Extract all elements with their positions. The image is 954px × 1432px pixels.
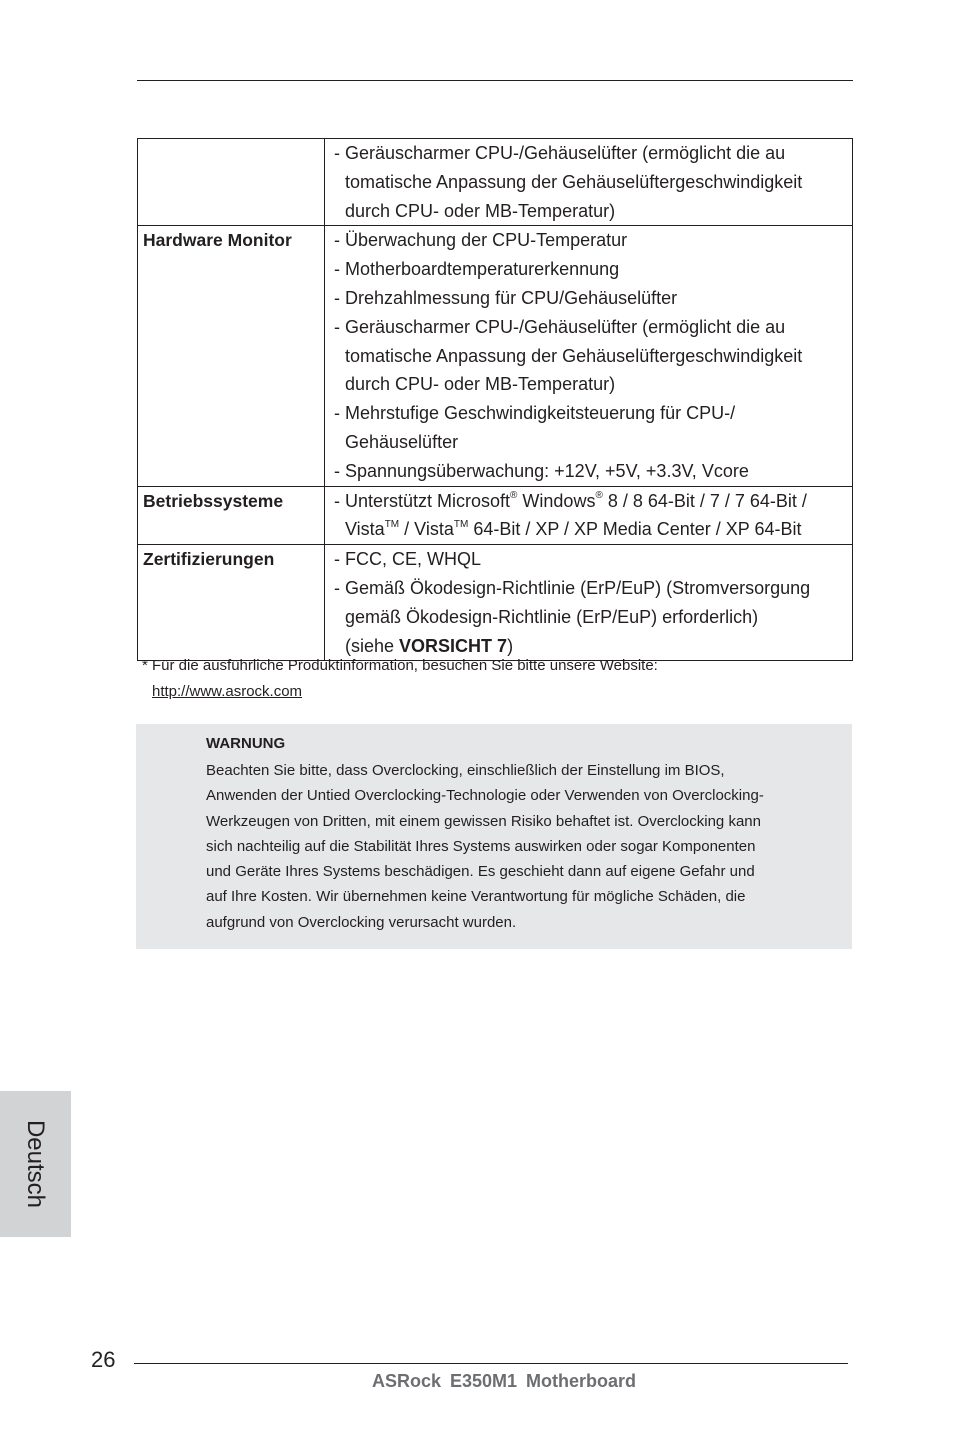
row-label: Hardware Monitor [138, 226, 325, 486]
top-rule [137, 80, 853, 81]
row-value [325, 139, 853, 226]
table-row [138, 486, 853, 545]
warning-body [206, 758, 846, 935]
warning-line: aufgrund von Overclocking verursacht wurden. [206, 913, 517, 931]
warning-line: sich nachteilig auf die Stabilität Ihres Systems auswirken oder sogar Komponenten [206, 837, 756, 855]
value-line: - Geräuscharmer CPU-/Gehäuselüfter (ermöglicht die au [334, 143, 786, 163]
caution-suffix: ) [507, 635, 514, 656]
table-row [138, 226, 853, 486]
os-text: 64-Bit / XP / XP Media Center / XP 64-Bit [468, 519, 802, 540]
value-line: tomatische Anpassung der Gehäuselüftergeschwindigkeit [345, 345, 803, 366]
value-line [334, 515, 846, 544]
value-line: - Spannungsüberwachung: +12V, +5V, +3.3V, Vcore [334, 460, 749, 481]
table-row [138, 545, 853, 661]
footnote-text: * Für die ausführliche Produktinformation, besuchen Sie bitte unsere Website: [142, 657, 658, 674]
value-line: durch CPU- oder MB-Temperatur) [345, 200, 616, 221]
warning-line: Beachten Sie bitte, dass Overclocking, einschließlich der Einstellung im BIOS, [206, 762, 725, 779]
value-line: Gehäuselüfter [345, 431, 459, 452]
row-value [325, 486, 853, 545]
row-value [325, 545, 853, 661]
website-link[interactable]: http://www.asrock.com [152, 683, 303, 700]
caution-reference: VORSICHT 7 [399, 635, 508, 656]
registered-mark: ® [510, 489, 518, 501]
value-line: - Überwachung der CPU-Temperatur [334, 230, 628, 251]
os-text: 8 / 8 64-Bit / 7 / 7 64-Bit / [602, 490, 807, 511]
value-line: - Gemäß Ökodesign-Richtlinie (ErP/EuP) (Stromversorgung [334, 577, 811, 598]
row-label: Betriebssysteme [138, 486, 325, 545]
value-line: - FCC, CE, WHQL [334, 549, 481, 570]
spec-table [137, 138, 853, 661]
warning-line: Anwenden der Untied Overclocking-Technologie oder Verwenden von Overclocking- [206, 787, 764, 805]
value-line [334, 487, 846, 516]
os-text: Vista [345, 519, 385, 540]
footer-title: ASRock E350M1 Motherboard [371, 1371, 637, 1391]
warning-title: WARNUNG [206, 735, 286, 752]
page-number: 26 [91, 1347, 116, 1372]
language-tab [0, 1091, 71, 1237]
table-row [138, 139, 853, 226]
value-line: - Geräuscharmer CPU-/Gehäuselüfter (ermöglicht die au [334, 316, 786, 337]
caution-prefix: (siehe [345, 635, 400, 656]
value-line: - Motherboardtemperaturerkennung [334, 259, 620, 280]
language-tab-label: Deutsch [22, 1119, 49, 1209]
warning-box [136, 724, 852, 949]
os-text: / Vista [399, 519, 454, 540]
registered-mark: ® [595, 489, 603, 501]
footnote [142, 653, 658, 705]
warning-line: auf Ihre Kosten. Wir übernehmen keine Verantwortung für mögliche Schäden, die [206, 888, 746, 906]
value-line: tomatische Anpassung der Gehäuselüftergeschwindigkeit [345, 171, 803, 192]
warning-line: und Geräte Ihres Systems beschädigen. Es geschieht dann auf eigene Gefahr und [206, 863, 755, 881]
value-line: - Drehzahlmessung für CPU/Gehäuselüfter [334, 287, 678, 308]
trademark-mark: TM [384, 519, 400, 531]
warning-line: Werkzeugen von Dritten, mit einem gewissen Risiko behaftet ist. Overclocking kann [206, 812, 761, 830]
trademark-mark: TM [453, 519, 469, 531]
row-label: Zertifizierungen [138, 545, 325, 661]
os-text: Windows [517, 490, 596, 511]
row-label [138, 139, 325, 226]
os-text: - Unterstützt Microsoft [334, 490, 511, 511]
value-line: - Mehrstufige Geschwindigkeitsteuerung für CPU-/ [334, 403, 736, 424]
value-line: gemäß Ökodesign-Richtlinie (ErP/EuP) erforderlich) [345, 606, 759, 627]
row-value [325, 226, 853, 486]
value-line: durch CPU- oder MB-Temperatur) [345, 374, 616, 395]
bottom-rule [134, 1363, 848, 1364]
